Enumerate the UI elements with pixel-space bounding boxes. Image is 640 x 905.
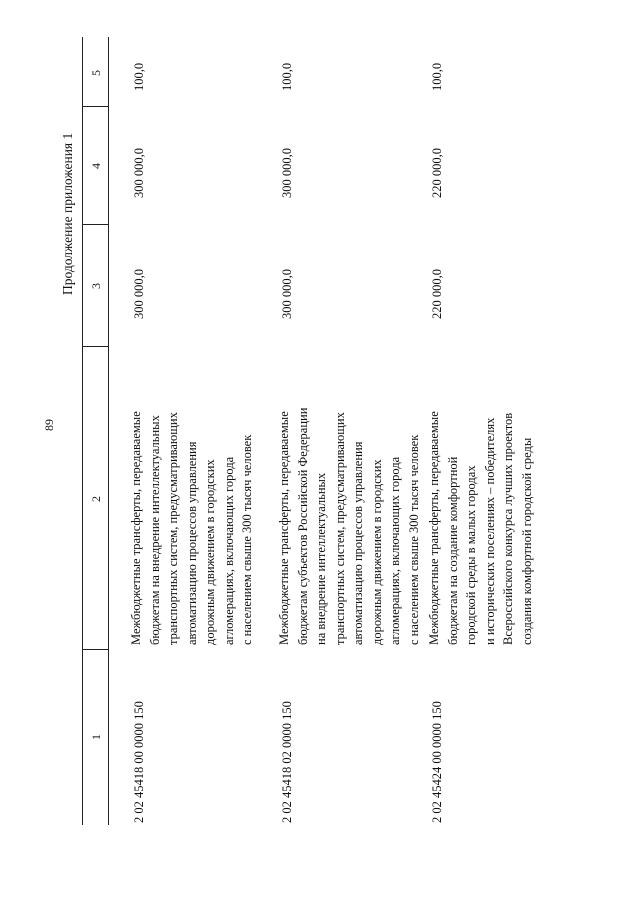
description-line: транспортных систем, предусматривающих bbox=[332, 412, 347, 645]
table-top-border bbox=[82, 37, 83, 825]
description-line: Межбюджетные трансферты, передаваемые bbox=[427, 411, 441, 645]
description-line: бюджетам на создание комфортной bbox=[445, 456, 460, 645]
description-line: агломерациях, включающих города bbox=[388, 456, 402, 645]
header-bottom-border bbox=[108, 37, 109, 825]
description-line: дорожным движением в городских bbox=[369, 459, 384, 645]
description-line: автоматизацию процессов управления bbox=[351, 441, 365, 645]
header-divider-3 bbox=[82, 224, 108, 225]
row-value-col3: 300 000,0 bbox=[132, 269, 146, 319]
row-description bbox=[127, 345, 257, 645]
description-line: городской среды в малых городах bbox=[464, 465, 478, 645]
description-line: Межбюджетные трансферты, передаваемые bbox=[129, 411, 143, 645]
page-number: 89 bbox=[42, 419, 56, 431]
description-line: дорожным движением в городских bbox=[203, 459, 217, 645]
description-line: бюджетам субъектов Российской Федерации bbox=[295, 407, 310, 645]
row-code: 2 02 45424 00 0000 150 bbox=[430, 701, 444, 823]
header-col-4: 4 bbox=[89, 163, 103, 169]
description-line: транспортных систем, предусматривающих bbox=[166, 412, 180, 645]
description-line: Межбюджетные трансферты, передаваемые bbox=[277, 411, 291, 645]
header-col-1: 1 bbox=[89, 734, 103, 740]
description-line: с населением свыше 300 тысяч человек bbox=[406, 434, 421, 645]
row-value-col3: 220 000,0 bbox=[430, 269, 444, 319]
row-code: 2 02 45418 02 0000 150 bbox=[280, 701, 294, 823]
header-col-3: 3 bbox=[89, 283, 103, 289]
row-code: 2 02 45418 00 0000 150 bbox=[132, 701, 146, 823]
row-description bbox=[425, 345, 536, 645]
header-col-5: 5 bbox=[89, 70, 103, 76]
description-line: агломерациях, включающих города bbox=[221, 456, 236, 645]
header-divider-4 bbox=[82, 106, 108, 107]
description-line: с населением свыше 300 тысяч человек bbox=[240, 434, 254, 645]
description-line: и исторических поселениях – победителях bbox=[482, 417, 497, 645]
row-value-col4: 300 000,0 bbox=[132, 148, 146, 198]
description-line: на внедрение интеллектуальных bbox=[314, 472, 328, 645]
header-col-2: 2 bbox=[89, 496, 103, 502]
description-line: бюджетам на внедрение интеллектуальных bbox=[147, 415, 162, 645]
header-divider-2 bbox=[82, 346, 108, 347]
row-description bbox=[275, 345, 423, 645]
header-divider-1 bbox=[82, 649, 108, 650]
description-line: Всероссийского конкурса лучших проектов bbox=[501, 412, 515, 645]
description-line: создания комфортной городской среды bbox=[519, 437, 534, 645]
rotated-content bbox=[20, 25, 620, 885]
continuation-label: Продолжение приложения 1 bbox=[60, 132, 75, 295]
row-value-col4: 300 000,0 bbox=[280, 148, 294, 198]
description-line: автоматизацию процессов управления bbox=[184, 441, 199, 645]
row-value-col3: 300 000,0 bbox=[280, 269, 294, 319]
row-value-col4: 220 000,0 bbox=[430, 148, 444, 198]
row-value-col5: 100,0 bbox=[430, 62, 444, 91]
row-value-col5: 100,0 bbox=[132, 62, 146, 91]
row-value-col5: 100,0 bbox=[280, 62, 294, 91]
